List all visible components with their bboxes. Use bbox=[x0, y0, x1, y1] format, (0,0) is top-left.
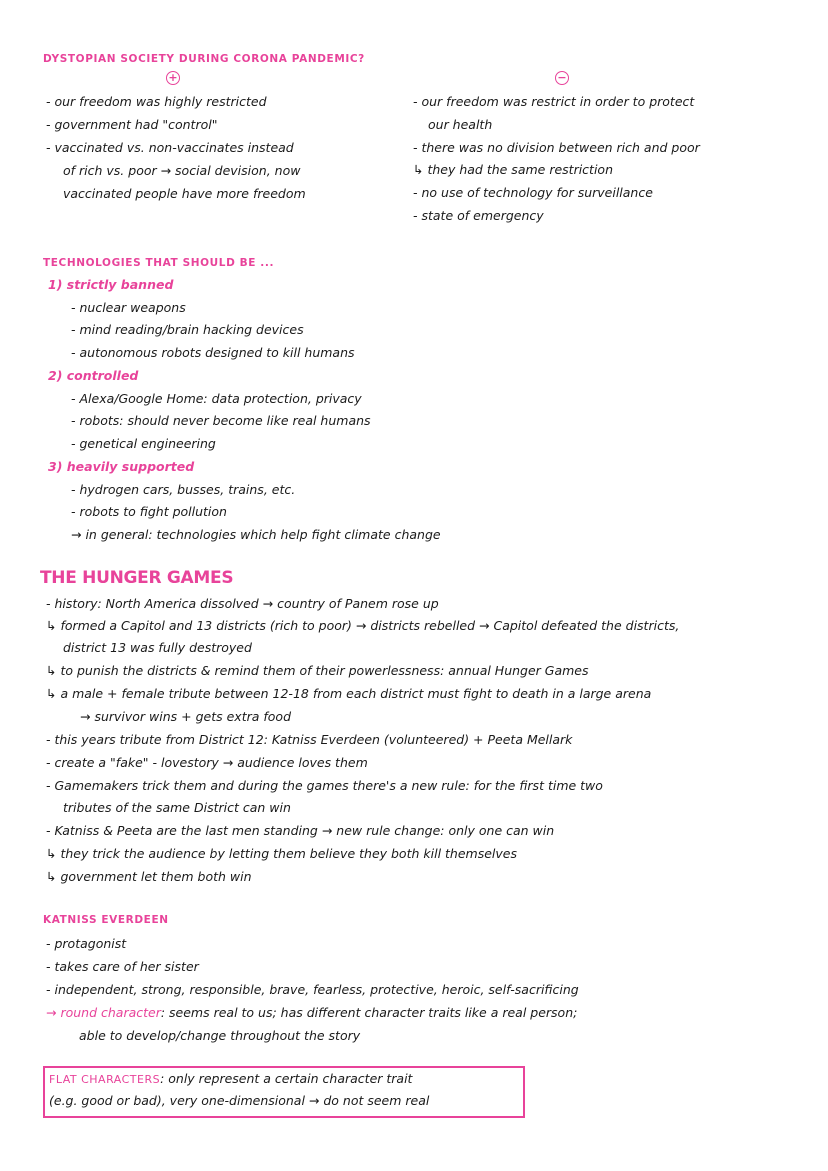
pro-line: vaccinated people have more freedom bbox=[63, 186, 306, 201]
pro-line: - government had "control" bbox=[46, 117, 218, 132]
katniss-round-line bbox=[46, 1005, 577, 1021]
tech-supported-label: 3) heavily supported bbox=[48, 459, 195, 474]
tech-banned-item: - mind reading/brain hacking devices bbox=[71, 322, 304, 337]
hunger-line: ↳ government let them both win bbox=[46, 869, 252, 884]
katniss-line: - protagonist bbox=[46, 936, 127, 951]
hunger-line: - Katniss & Peeta are the last men standing → new rule change: only one can win bbox=[46, 823, 555, 838]
katniss-line: - independent, strong, responsible, brave, fearless, protective, heroic, self-sacrificing bbox=[46, 982, 579, 997]
con-line: - our freedom was restrict in order to protect bbox=[413, 94, 695, 109]
tech-title: TECHNOLOGIES THAT SHOULD BE ... bbox=[43, 257, 275, 269]
hunger-line: ↳ a male + female tribute between 12-18 from each district must fight to death in a large arena bbox=[46, 686, 652, 701]
hunger-line: - create a "fake" - lovestory → audience loves them bbox=[46, 755, 368, 770]
hunger-line: → survivor wins + gets extra food bbox=[80, 709, 292, 724]
hunger-line: ↳ they trick the audience by letting them believe they both kill themselves bbox=[46, 846, 517, 861]
tech-banned-item: - autonomous robots designed to kill humans bbox=[71, 345, 355, 360]
katniss-line: - takes care of her sister bbox=[46, 959, 199, 974]
hunger-line: - this years tribute from District 12: Katniss Everdeen (volunteered) + Peeta Mellark bbox=[46, 732, 573, 747]
pro-line: - our freedom was highly restricted bbox=[46, 94, 267, 109]
katniss-round-line-2: able to develop/change throughout the story bbox=[79, 1028, 361, 1043]
tech-banned-label: 1) strictly banned bbox=[48, 277, 174, 292]
tech-supported-item: → in general: technologies which help fight climate change bbox=[71, 527, 441, 542]
con-line: - there was no division between rich and poor bbox=[413, 140, 700, 155]
con-line: - state of emergency bbox=[413, 208, 544, 223]
con-line: - no use of technology for surveillance bbox=[413, 185, 653, 200]
hunger-line: - history: North America dissolved → country of Panem rose up bbox=[46, 596, 439, 611]
round-character-label: → round character bbox=[46, 1005, 161, 1020]
hunger-line: tributes of the same District can win bbox=[63, 800, 291, 815]
pro-line: of rich vs. poor → social devision, now bbox=[63, 163, 301, 178]
round-character-text: : seems real to us; has different character traits like a real person; bbox=[160, 1005, 578, 1020]
con-line: ↳ they had the same restriction bbox=[413, 162, 613, 177]
hunger-line: district 13 was fully destroyed bbox=[63, 640, 252, 655]
tech-banned-item: - nuclear weapons bbox=[71, 300, 186, 315]
minus-icon: − bbox=[555, 71, 569, 85]
hunger-line: ↳ formed a Capitol and 13 districts (rich to poor) → districts rebelled → Capitol defeated the districts, bbox=[46, 618, 680, 633]
flat-characters-label: FLAT CHARACTERS bbox=[49, 1073, 161, 1086]
con-line: our health bbox=[428, 117, 493, 132]
hunger-line: - Gamemakers trick them and during the games there's a new rule: for the first time two bbox=[46, 778, 603, 793]
hunger-line: ↳ to punish the districts & remind them of their powerlessness: annual Hunger Games bbox=[46, 663, 589, 678]
flat-line-1 bbox=[49, 1071, 412, 1088]
tech-supported-item: - robots to fight pollution bbox=[71, 504, 227, 519]
tech-controlled-label: 2) controlled bbox=[48, 368, 139, 383]
pro-line: - vaccinated vs. non-vaccinates instead bbox=[46, 140, 294, 155]
hunger-title: THE HUNGER GAMES bbox=[40, 568, 234, 588]
plus-icon: + bbox=[166, 71, 180, 85]
tech-controlled-item: - Alexa/Google Home: data protection, privacy bbox=[71, 391, 362, 406]
tech-controlled-item: - robots: should never become like real humans bbox=[71, 413, 371, 428]
tech-controlled-item: - genetical engineering bbox=[71, 436, 216, 451]
page-title: DYSTOPIAN SOCIETY DURING CORONA PANDEMIC? bbox=[43, 53, 365, 65]
tech-supported-item: - hydrogen cars, busses, trains, etc. bbox=[71, 482, 296, 497]
flat-line-2: (e.g. good or bad), very one-dimensional → do not seem real bbox=[49, 1093, 430, 1108]
katniss-title: KATNISS EVERDEEN bbox=[43, 914, 169, 926]
flat-text-1: : only represent a certain character trait bbox=[160, 1071, 413, 1086]
